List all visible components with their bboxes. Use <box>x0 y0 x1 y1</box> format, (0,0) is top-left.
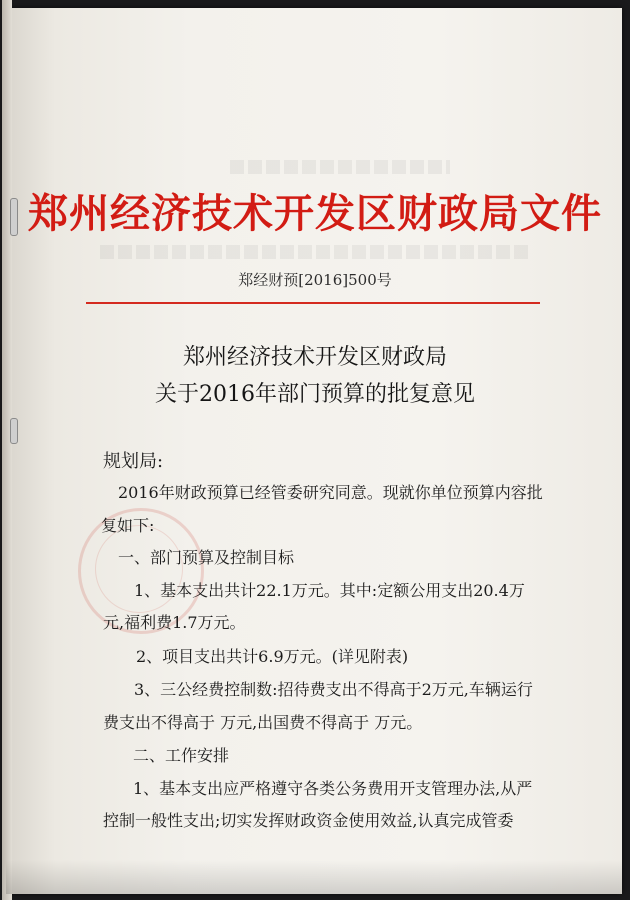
addressee: 规划局: <box>103 451 164 472</box>
document-header-title: 郑州经济技术开发区财政局文件 <box>28 190 602 237</box>
section-heading: 二、工作安排 <box>133 746 230 765</box>
subject-line-2: 关于2016年部门预算的批复意见 <box>155 382 475 407</box>
red-divider-line <box>86 302 540 304</box>
body-line: 复如下: <box>101 516 155 535</box>
page-shadow <box>6 860 622 894</box>
subject-line-1: 郑州经济技术开发区财政局 <box>182 345 447 370</box>
body-line: 费支出不得高于 万元,出国费不得高于 万元。 <box>103 713 423 732</box>
body-line: 2、项目支出共计6.9万元。(详见附表) <box>136 647 409 666</box>
body-line: 元,福利费1.7万元。 <box>103 613 246 632</box>
bleed-through-text <box>100 245 530 259</box>
section-heading: 一、部门预算及控制目标 <box>118 548 295 567</box>
body-line: 3、三公经费控制数:招待费支出不得高于2万元,车辆运行 <box>134 680 533 699</box>
binding-edge <box>2 0 12 900</box>
document-number: 郑经财预[2016]500号 <box>238 271 392 289</box>
body-line: 2016年财政预算已经管委研究同意。现就你单位预算内容批 <box>118 483 543 502</box>
staple <box>10 418 18 444</box>
document-page <box>6 8 622 894</box>
bleed-through-text <box>230 160 450 174</box>
body-line: 1、基本支出应严格遵守各类公务费用开支管理办法,从严 <box>133 779 533 798</box>
body-line: 控制一般性支出;切实发挥财政资金使用效益,认真完成管委 <box>103 811 514 830</box>
body-line: 1、基本支出共计22.1万元。其中:定额公用支出20.4万 <box>134 581 525 600</box>
